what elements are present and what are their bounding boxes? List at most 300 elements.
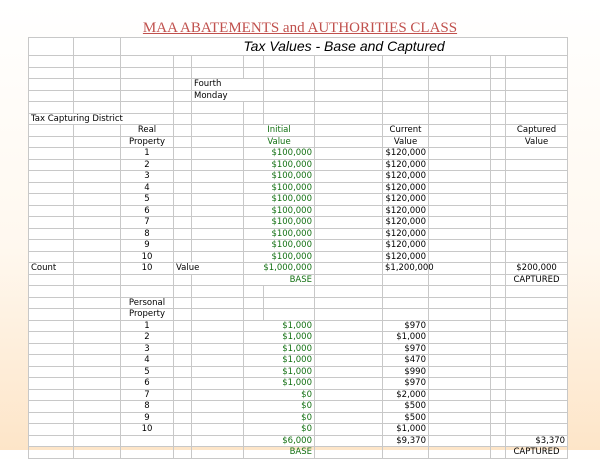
cell[interactable] — [244, 56, 264, 68]
cell[interactable] — [29, 424, 74, 436]
cell[interactable] — [174, 90, 192, 102]
cell[interactable] — [315, 67, 383, 79]
cell[interactable] — [429, 447, 491, 459]
cell[interactable] — [506, 159, 568, 171]
cell[interactable] — [174, 401, 192, 413]
cell[interactable] — [174, 182, 192, 194]
cell[interactable] — [244, 309, 264, 321]
cell[interactable] — [491, 355, 506, 367]
cell[interactable] — [29, 79, 74, 91]
cell[interactable] — [491, 320, 506, 332]
cell[interactable] — [264, 286, 315, 298]
current-value-cell[interactable]: $120,000 — [383, 205, 429, 217]
cell[interactable] — [174, 389, 192, 401]
cell[interactable] — [429, 424, 491, 436]
cell[interactable] — [383, 113, 429, 125]
current-value-cell[interactable]: $500 — [383, 412, 429, 424]
current-value-cell[interactable]: $990 — [383, 366, 429, 378]
cell[interactable] — [74, 274, 121, 286]
sheet-title[interactable]: Tax Values - Base and Captured — [121, 38, 568, 56]
real-captured-label[interactable]: CAPTURED — [506, 274, 568, 286]
cell[interactable] — [506, 366, 568, 378]
personal-property-header[interactable]: Personal — [121, 297, 174, 309]
cell[interactable] — [244, 67, 264, 79]
cell[interactable] — [192, 56, 244, 68]
cell[interactable] — [429, 332, 491, 344]
cell[interactable] — [192, 286, 244, 298]
cell[interactable] — [491, 378, 506, 390]
cell[interactable] — [174, 286, 192, 298]
current-value-cell[interactable]: $970 — [383, 343, 429, 355]
cell[interactable] — [491, 217, 506, 229]
cell[interactable] — [491, 228, 506, 240]
cell[interactable] — [315, 136, 383, 148]
cell[interactable] — [192, 366, 244, 378]
cell[interactable] — [29, 355, 74, 367]
cell[interactable] — [192, 378, 244, 390]
cell[interactable] — [174, 67, 192, 79]
cell[interactable] — [174, 320, 192, 332]
cell[interactable] — [29, 378, 74, 390]
initial-value-cell[interactable]: $100,000 — [244, 182, 315, 194]
cell[interactable] — [29, 286, 74, 298]
cell[interactable] — [429, 217, 491, 229]
cell[interactable] — [506, 424, 568, 436]
cell[interactable] — [29, 67, 74, 79]
cell[interactable] — [192, 228, 244, 240]
cell[interactable] — [192, 240, 244, 252]
cell[interactable] — [192, 355, 244, 367]
cell[interactable] — [429, 79, 491, 91]
cell[interactable] — [74, 355, 121, 367]
cell[interactable] — [192, 217, 244, 229]
cell[interactable] — [264, 90, 315, 102]
cell[interactable] — [29, 182, 74, 194]
cell[interactable] — [174, 113, 192, 125]
cell[interactable] — [192, 412, 244, 424]
district-label[interactable]: Tax Capturing District — [29, 113, 174, 125]
cell[interactable] — [506, 113, 568, 125]
property-number[interactable]: 8 — [121, 401, 174, 413]
cell[interactable] — [429, 182, 491, 194]
cell[interactable] — [192, 320, 244, 332]
cell[interactable] — [29, 412, 74, 424]
cell[interactable] — [315, 286, 383, 298]
property-number[interactable]: 2 — [121, 332, 174, 344]
cell[interactable] — [429, 240, 491, 252]
cell[interactable] — [491, 194, 506, 206]
cell[interactable] — [491, 332, 506, 344]
personal-captured-total[interactable]: $3,370 — [506, 435, 568, 447]
initial-value-header[interactable]: Value — [244, 136, 315, 148]
initial-value-cell[interactable]: $0 — [244, 401, 315, 413]
property-number[interactable]: 7 — [121, 217, 174, 229]
cell[interactable] — [315, 182, 383, 194]
initial-value-cell[interactable]: $1,000 — [244, 378, 315, 390]
cell[interactable] — [491, 424, 506, 436]
cell[interactable] — [491, 251, 506, 263]
cell[interactable] — [244, 113, 264, 125]
cell[interactable] — [29, 389, 74, 401]
property-number[interactable]: 1 — [121, 320, 174, 332]
cell[interactable] — [74, 217, 121, 229]
initial-value-cell[interactable]: $100,000 — [244, 171, 315, 183]
cell[interactable] — [29, 136, 74, 148]
cell[interactable] — [29, 309, 74, 321]
cell[interactable] — [315, 332, 383, 344]
count-value[interactable]: 10 — [121, 263, 174, 275]
personal-base-label[interactable]: BASE — [244, 447, 315, 459]
cell[interactable] — [74, 435, 121, 447]
cell[interactable] — [315, 56, 383, 68]
initial-value-cell[interactable]: $100,000 — [244, 159, 315, 171]
cell[interactable] — [491, 56, 506, 68]
cell[interactable] — [429, 67, 491, 79]
cell[interactable] — [315, 171, 383, 183]
cell[interactable] — [29, 447, 74, 459]
cell[interactable] — [315, 435, 383, 447]
cell[interactable] — [491, 447, 506, 459]
cell[interactable] — [74, 447, 121, 459]
cell[interactable] — [74, 38, 121, 56]
cell[interactable] — [429, 320, 491, 332]
cell[interactable] — [315, 263, 383, 275]
cell[interactable] — [121, 274, 174, 286]
cell[interactable] — [29, 56, 74, 68]
cell[interactable] — [315, 102, 383, 114]
cell[interactable] — [29, 401, 74, 413]
cell[interactable] — [192, 194, 244, 206]
cell[interactable] — [74, 320, 121, 332]
cell[interactable] — [491, 297, 506, 309]
cell[interactable] — [315, 412, 383, 424]
cell[interactable] — [491, 286, 506, 298]
property-number[interactable]: 5 — [121, 366, 174, 378]
cell[interactable] — [121, 286, 174, 298]
cell[interactable] — [429, 148, 491, 160]
personal-current-total[interactable]: $9,370 — [383, 435, 429, 447]
cell[interactable] — [74, 205, 121, 217]
cell[interactable] — [29, 90, 74, 102]
cell[interactable] — [264, 297, 315, 309]
cell[interactable] — [315, 79, 383, 91]
personal-property-header[interactable]: Property — [121, 309, 174, 321]
cell[interactable] — [174, 297, 192, 309]
cell[interactable] — [74, 159, 121, 171]
cell[interactable] — [74, 228, 121, 240]
initial-value-cell[interactable]: $1,000 — [244, 343, 315, 355]
cell[interactable] — [192, 332, 244, 344]
cell[interactable] — [192, 205, 244, 217]
cell[interactable] — [506, 148, 568, 160]
initial-value-cell[interactable]: $100,000 — [244, 148, 315, 160]
cell[interactable] — [74, 424, 121, 436]
cell[interactable] — [264, 67, 315, 79]
real-captured-total[interactable]: $200,000 — [506, 263, 568, 275]
cell[interactable] — [121, 56, 174, 68]
cell[interactable] — [506, 56, 568, 68]
cell[interactable] — [383, 67, 429, 79]
cell[interactable] — [74, 343, 121, 355]
cell[interactable] — [429, 90, 491, 102]
cell[interactable] — [29, 435, 74, 447]
cell[interactable] — [315, 148, 383, 160]
cell[interactable] — [491, 67, 506, 79]
cell[interactable] — [429, 401, 491, 413]
initial-value-cell[interactable]: $1,000 — [244, 320, 315, 332]
cell[interactable] — [506, 182, 568, 194]
real-property-header[interactable]: Property — [121, 136, 174, 148]
cell[interactable] — [506, 251, 568, 263]
cell[interactable] — [174, 125, 192, 137]
cell[interactable] — [491, 412, 506, 424]
cell[interactable] — [315, 159, 383, 171]
cell[interactable] — [74, 309, 121, 321]
cell[interactable] — [74, 125, 121, 137]
cell[interactable] — [192, 67, 244, 79]
cell[interactable] — [174, 378, 192, 390]
cell[interactable] — [491, 148, 506, 160]
cell[interactable] — [315, 355, 383, 367]
current-value-cell[interactable]: $120,000 — [383, 217, 429, 229]
cell[interactable] — [74, 148, 121, 160]
cell[interactable] — [429, 389, 491, 401]
cell[interactable] — [429, 263, 491, 275]
cell[interactable] — [174, 136, 192, 148]
cell[interactable] — [174, 205, 192, 217]
cell[interactable] — [429, 159, 491, 171]
cell[interactable] — [429, 102, 491, 114]
cell[interactable] — [244, 297, 264, 309]
cell[interactable] — [192, 159, 244, 171]
cell[interactable] — [192, 102, 244, 114]
cell[interactable] — [383, 56, 429, 68]
cell[interactable] — [174, 274, 192, 286]
current-value-cell[interactable]: $470 — [383, 355, 429, 367]
cell[interactable] — [174, 412, 192, 424]
cell[interactable] — [315, 320, 383, 332]
meeting-day-cell[interactable]: Monday — [192, 90, 264, 102]
cell[interactable] — [174, 56, 192, 68]
cell[interactable] — [174, 228, 192, 240]
cell[interactable] — [174, 194, 192, 206]
cell[interactable] — [192, 447, 244, 459]
cell[interactable] — [315, 447, 383, 459]
cell[interactable] — [429, 136, 491, 148]
cell[interactable] — [315, 343, 383, 355]
initial-value-cell[interactable]: $1,000 — [244, 355, 315, 367]
cell[interactable] — [491, 102, 506, 114]
cell[interactable] — [383, 90, 429, 102]
cell[interactable] — [174, 309, 192, 321]
cell[interactable] — [491, 389, 506, 401]
cell[interactable] — [429, 309, 491, 321]
cell[interactable] — [429, 355, 491, 367]
cell[interactable] — [74, 297, 121, 309]
current-value-cell[interactable]: $120,000 — [383, 228, 429, 240]
property-number[interactable]: 5 — [121, 194, 174, 206]
cell[interactable] — [29, 217, 74, 229]
captured-value-header[interactable]: Value — [506, 136, 568, 148]
cell[interactable] — [491, 366, 506, 378]
cell[interactable] — [29, 320, 74, 332]
cell[interactable] — [74, 194, 121, 206]
personal-initial-total[interactable]: $6,000 — [244, 435, 315, 447]
cell[interactable] — [29, 102, 74, 114]
cell[interactable] — [491, 90, 506, 102]
cell[interactable] — [315, 205, 383, 217]
property-number[interactable]: 7 — [121, 389, 174, 401]
cell[interactable] — [244, 286, 264, 298]
cell[interactable] — [315, 217, 383, 229]
current-value-cell[interactable]: $1,000 — [383, 332, 429, 344]
cell[interactable] — [192, 309, 244, 321]
cell[interactable] — [429, 343, 491, 355]
cell[interactable] — [74, 251, 121, 263]
initial-value-cell[interactable]: $100,000 — [244, 251, 315, 263]
initial-value-cell[interactable]: $0 — [244, 389, 315, 401]
cell[interactable] — [429, 228, 491, 240]
cell[interactable] — [192, 343, 244, 355]
cell[interactable] — [506, 297, 568, 309]
cell[interactable] — [506, 343, 568, 355]
initial-value-header[interactable]: Initial — [244, 125, 315, 137]
cell[interactable] — [29, 159, 74, 171]
cell[interactable] — [29, 251, 74, 263]
cell[interactable] — [174, 366, 192, 378]
cell[interactable] — [74, 412, 121, 424]
cell[interactable] — [315, 251, 383, 263]
current-value-cell[interactable]: $2,000 — [383, 389, 429, 401]
cell[interactable] — [74, 378, 121, 390]
cell[interactable] — [506, 309, 568, 321]
real-base-label[interactable]: BASE — [244, 274, 315, 286]
cell[interactable] — [74, 286, 121, 298]
cell[interactable] — [315, 309, 383, 321]
cell[interactable] — [264, 102, 315, 114]
cell[interactable] — [506, 79, 568, 91]
initial-value-cell[interactable]: $0 — [244, 412, 315, 424]
cell[interactable] — [29, 205, 74, 217]
current-value-cell[interactable]: $120,000 — [383, 182, 429, 194]
cell[interactable] — [174, 251, 192, 263]
cell[interactable] — [429, 297, 491, 309]
cell[interactable] — [174, 171, 192, 183]
cell[interactable] — [29, 125, 74, 137]
cell[interactable] — [315, 297, 383, 309]
cell[interactable] — [429, 286, 491, 298]
cell[interactable] — [192, 389, 244, 401]
property-number[interactable]: 3 — [121, 171, 174, 183]
count-label[interactable]: Count — [29, 263, 74, 275]
cell[interactable] — [383, 447, 429, 459]
cell[interactable] — [491, 125, 506, 137]
cell[interactable] — [429, 251, 491, 263]
cell[interactable] — [315, 274, 383, 286]
meeting-week-cell[interactable]: Fourth — [192, 79, 264, 91]
cell[interactable] — [29, 274, 74, 286]
cell[interactable] — [491, 171, 506, 183]
cell[interactable] — [491, 182, 506, 194]
cell[interactable] — [29, 148, 74, 160]
cell[interactable] — [491, 309, 506, 321]
cell[interactable] — [383, 286, 429, 298]
cell[interactable] — [429, 378, 491, 390]
cell[interactable] — [429, 56, 491, 68]
property-number[interactable]: 4 — [121, 182, 174, 194]
cell[interactable] — [315, 240, 383, 252]
real-property-header[interactable]: Real — [121, 125, 174, 137]
cell[interactable] — [264, 79, 315, 91]
cell[interactable] — [506, 378, 568, 390]
cell[interactable] — [29, 343, 74, 355]
initial-value-cell[interactable]: $1,000 — [244, 332, 315, 344]
cell[interactable] — [74, 389, 121, 401]
cell[interactable] — [315, 228, 383, 240]
cell[interactable] — [74, 79, 121, 91]
cell[interactable] — [174, 79, 192, 91]
cell[interactable] — [429, 435, 491, 447]
cell[interactable] — [315, 389, 383, 401]
cell[interactable] — [192, 182, 244, 194]
property-number[interactable]: 6 — [121, 205, 174, 217]
cell[interactable] — [192, 274, 244, 286]
cell[interactable] — [429, 366, 491, 378]
cell[interactable] — [74, 171, 121, 183]
captured-value-header[interactable]: Captured — [506, 125, 568, 137]
cell[interactable] — [192, 125, 244, 137]
current-value-header[interactable]: Value — [383, 136, 429, 148]
value-label[interactable]: Value — [174, 263, 244, 275]
cell[interactable] — [429, 125, 491, 137]
current-value-cell[interactable]: $120,000 — [383, 159, 429, 171]
cell[interactable] — [29, 194, 74, 206]
cell[interactable] — [174, 148, 192, 160]
cell[interactable] — [244, 102, 264, 114]
cell[interactable] — [174, 102, 192, 114]
cell[interactable] — [121, 67, 174, 79]
cell[interactable] — [29, 38, 74, 56]
cell[interactable] — [491, 136, 506, 148]
initial-value-cell[interactable]: $0 — [244, 424, 315, 436]
cell[interactable] — [192, 401, 244, 413]
cell[interactable] — [174, 435, 192, 447]
cell[interactable] — [174, 332, 192, 344]
cell[interactable] — [315, 366, 383, 378]
cell[interactable] — [491, 263, 506, 275]
initial-value-cell[interactable]: $100,000 — [244, 205, 315, 217]
cell[interactable] — [491, 205, 506, 217]
cell[interactable] — [174, 447, 192, 459]
cell[interactable] — [74, 136, 121, 148]
cell[interactable] — [74, 263, 121, 275]
cell[interactable] — [74, 332, 121, 344]
cell[interactable] — [121, 79, 174, 91]
cell[interactable] — [192, 251, 244, 263]
cell[interactable] — [315, 401, 383, 413]
cell[interactable] — [74, 56, 121, 68]
cell[interactable] — [29, 171, 74, 183]
personal-captured-label[interactable]: CAPTURED — [506, 447, 568, 459]
current-value-cell[interactable]: $970 — [383, 320, 429, 332]
current-value-cell[interactable]: $120,000 — [383, 251, 429, 263]
cell[interactable] — [506, 332, 568, 344]
cell[interactable] — [491, 159, 506, 171]
cell[interactable] — [506, 401, 568, 413]
property-number[interactable]: 3 — [121, 343, 174, 355]
current-value-cell[interactable]: $970 — [383, 378, 429, 390]
cell[interactable] — [315, 113, 383, 125]
